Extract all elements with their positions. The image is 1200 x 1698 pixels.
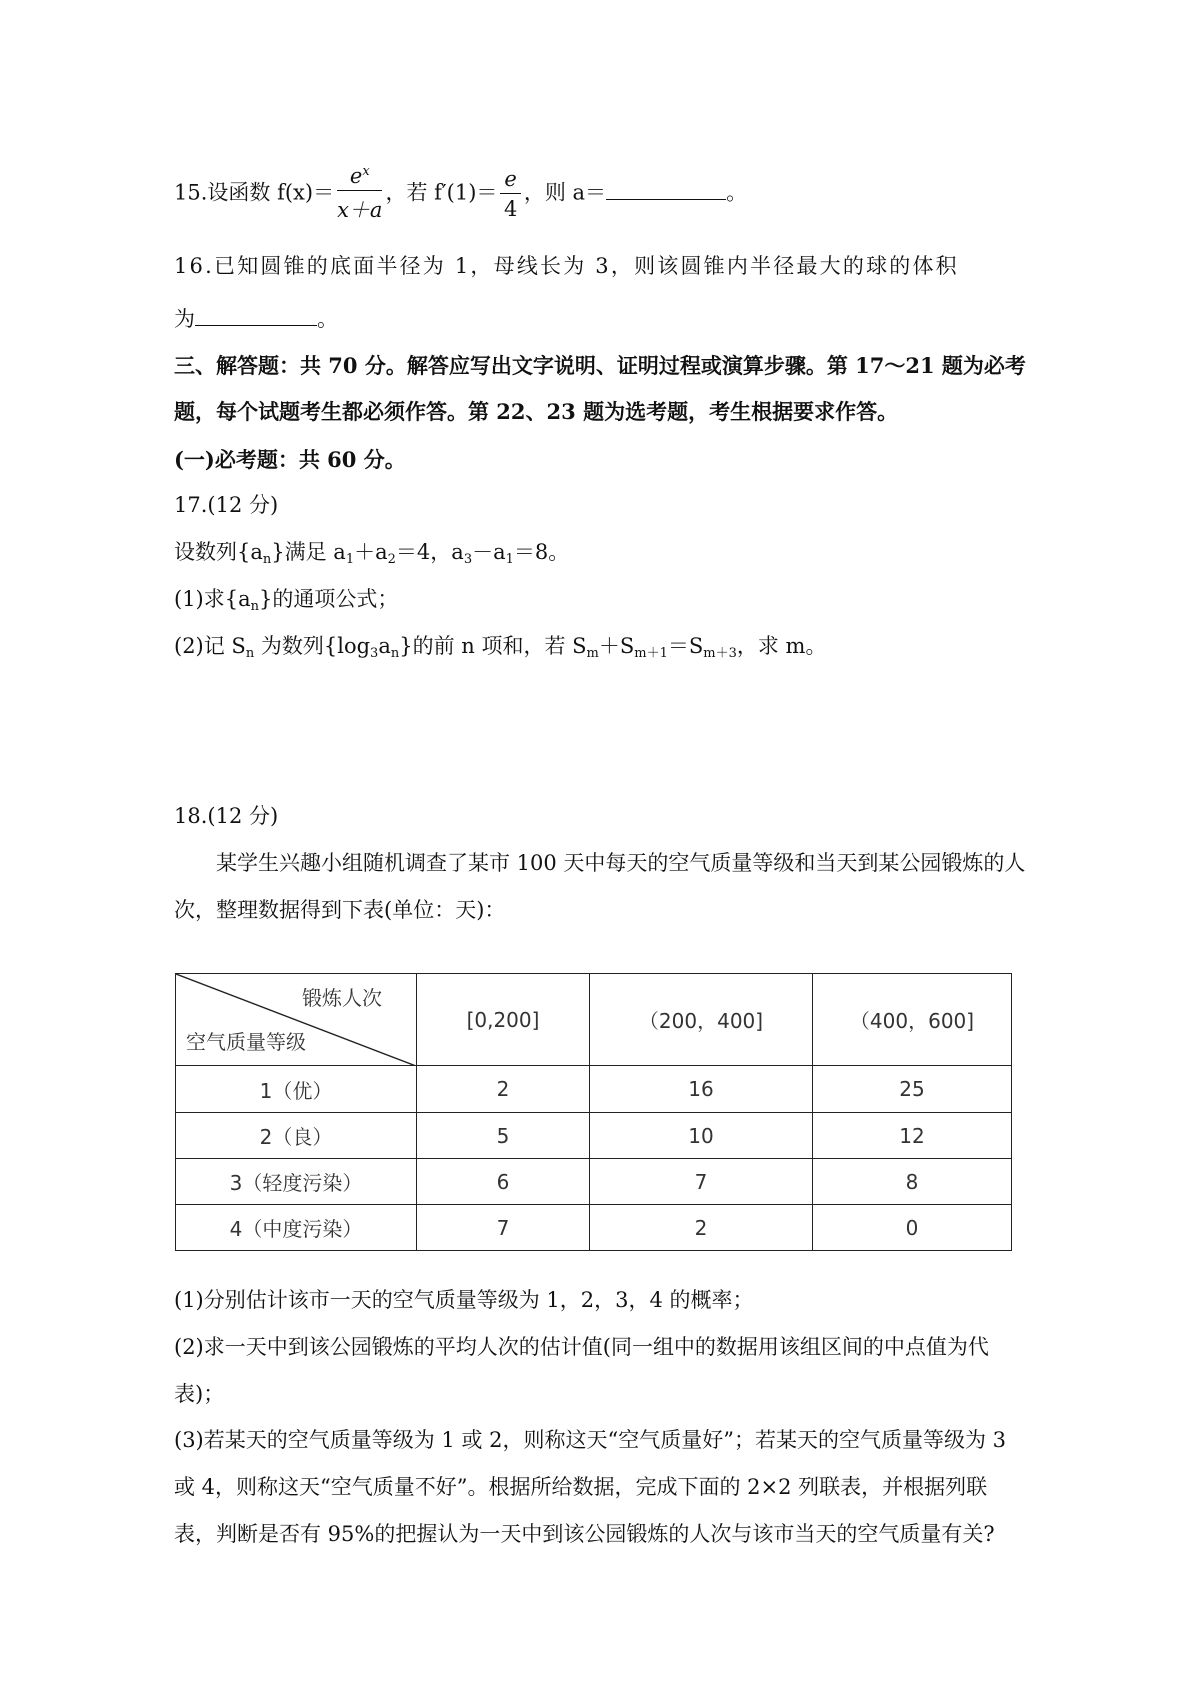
- question-18-part-2-line1: (2)求一天中到该公园锻炼的平均人次的估计值(同一组中的数据用该组区间的中点值为代: [174, 1335, 989, 1359]
- question-18-intro-line1: 某学生兴趣小组随机调查了某市 100 天中每天的空气质量等级和当天到某公园锻炼的人: [216, 851, 1026, 875]
- table-row-label: 2（良）: [176, 1113, 417, 1159]
- table-row: [176, 1066, 1012, 1113]
- question-17-heading: 17.(12 分): [174, 493, 279, 517]
- table-cell: 8: [813, 1159, 1012, 1205]
- table-cell: 5: [417, 1113, 590, 1159]
- row-axis-label: 空气质量等级: [186, 1030, 306, 1054]
- table-cell: 7: [417, 1205, 590, 1251]
- section-required-heading: (一)必考题：共 60 分。: [174, 447, 406, 472]
- question-18-part-3-line2: 或 4，则称这天“空气质量不好”。根据所给数据，完成下面的 2×2 列联表，并根据列联: [174, 1475, 988, 1499]
- table-cell: 16: [590, 1066, 813, 1113]
- q15-prefix: 15.设函数 f(x)＝: [174, 180, 335, 205]
- question-17-part-2: (2)记 $S_n$ 为数列$\{\log_3a_n\}$的前 n 项和，若 $S_m+S_{m+1}=S_{m+3}$，求 m。: [174, 634, 827, 661]
- question-18-part-2-line2: 表)；: [174, 1382, 225, 1406]
- answer-blank-16: [195, 325, 317, 326]
- table-column-header: （200，400]: [590, 974, 813, 1066]
- question-18-part-3-line3: 表，判断是否有 95%的把握认为一天中到该公园锻炼的人次与该市当天的空气质量有关?: [174, 1522, 995, 1546]
- table-cell: 7: [590, 1159, 813, 1205]
- table-column-header: [0,200]: [417, 974, 590, 1066]
- table-cell: 10: [590, 1113, 813, 1159]
- table-cell: 2: [590, 1205, 813, 1251]
- q15-suffix: ，则 a＝: [523, 180, 607, 205]
- section-3-instructions-line2: 题，每个试题考生都必须作答。第 22、23 题为选考题，考生根据要求作答。: [174, 399, 899, 424]
- table-corner-cell: [176, 974, 417, 1066]
- question-17-part-1: (1)求$\{a_n\}$的通项公式；: [174, 587, 399, 614]
- table-row: [176, 1113, 1012, 1159]
- q15-middle: ，若 f′(1)＝: [385, 180, 498, 205]
- table-row: [176, 1205, 1012, 1251]
- table-column-header: （400，600]: [813, 974, 1012, 1066]
- table-cell: 12: [813, 1113, 1012, 1159]
- answer-blank-15: [606, 199, 726, 200]
- table-cell: 0: [813, 1205, 1012, 1251]
- table-row: [176, 1159, 1012, 1205]
- question-18-intro-line2: 次，整理数据得到下表(单位：天)：: [174, 898, 506, 922]
- table-row-label: 1（优）: [176, 1066, 417, 1113]
- fraction-e-over-4: $\frac{e}{4}$: [500, 167, 520, 221]
- question-16-line1: 16.已知圆锥的底面半径为 1，母线长为 3，则该圆锥内半径最大的球的体积: [174, 254, 959, 278]
- fraction-e-x-over-x-plus-a: $\frac{e^x}{x+a}$: [337, 164, 383, 222]
- table-row-label: 3（轻度污染）: [176, 1159, 417, 1205]
- air-quality-exercise-table: [175, 973, 1012, 1251]
- table-cell: 6: [417, 1159, 590, 1205]
- question-18-heading: 18.(12 分): [174, 804, 279, 828]
- table-header-row: [176, 974, 1012, 1066]
- column-axis-label: 锻炼人次: [302, 986, 382, 1010]
- question-16-line2: 为 。: [174, 307, 338, 331]
- question-15: 15.设函数 f(x)＝ $\frac{e^x}{x+a}$ ，若 f′(1)＝ $\frac{e}{4}$ ，则 a＝ 。: [174, 164, 748, 222]
- table-cell: 2: [417, 1066, 590, 1113]
- table-cell: 25: [813, 1066, 1012, 1113]
- question-17-stem: 设数列$\{a_n\}$满足 $a_1+a_2=4$，$a_3-a_1=8$。: [174, 540, 570, 567]
- question-18-part-3-line1: (3)若某天的空气质量等级为 1 或 2，则称这天“空气质量好”；若某天的空气质量等级为 3: [174, 1428, 1006, 1452]
- table-row-label: 4（中度污染）: [176, 1205, 417, 1251]
- section-3-instructions-line1: 三、解答题：共 70 分。解答应写出文字说明、证明过程或演算步骤。第 17～21 题为必考: [174, 353, 1026, 378]
- question-18-part-1: (1)分别估计该市一天的空气质量等级为 1，2，3，4 的概率；: [174, 1288, 754, 1312]
